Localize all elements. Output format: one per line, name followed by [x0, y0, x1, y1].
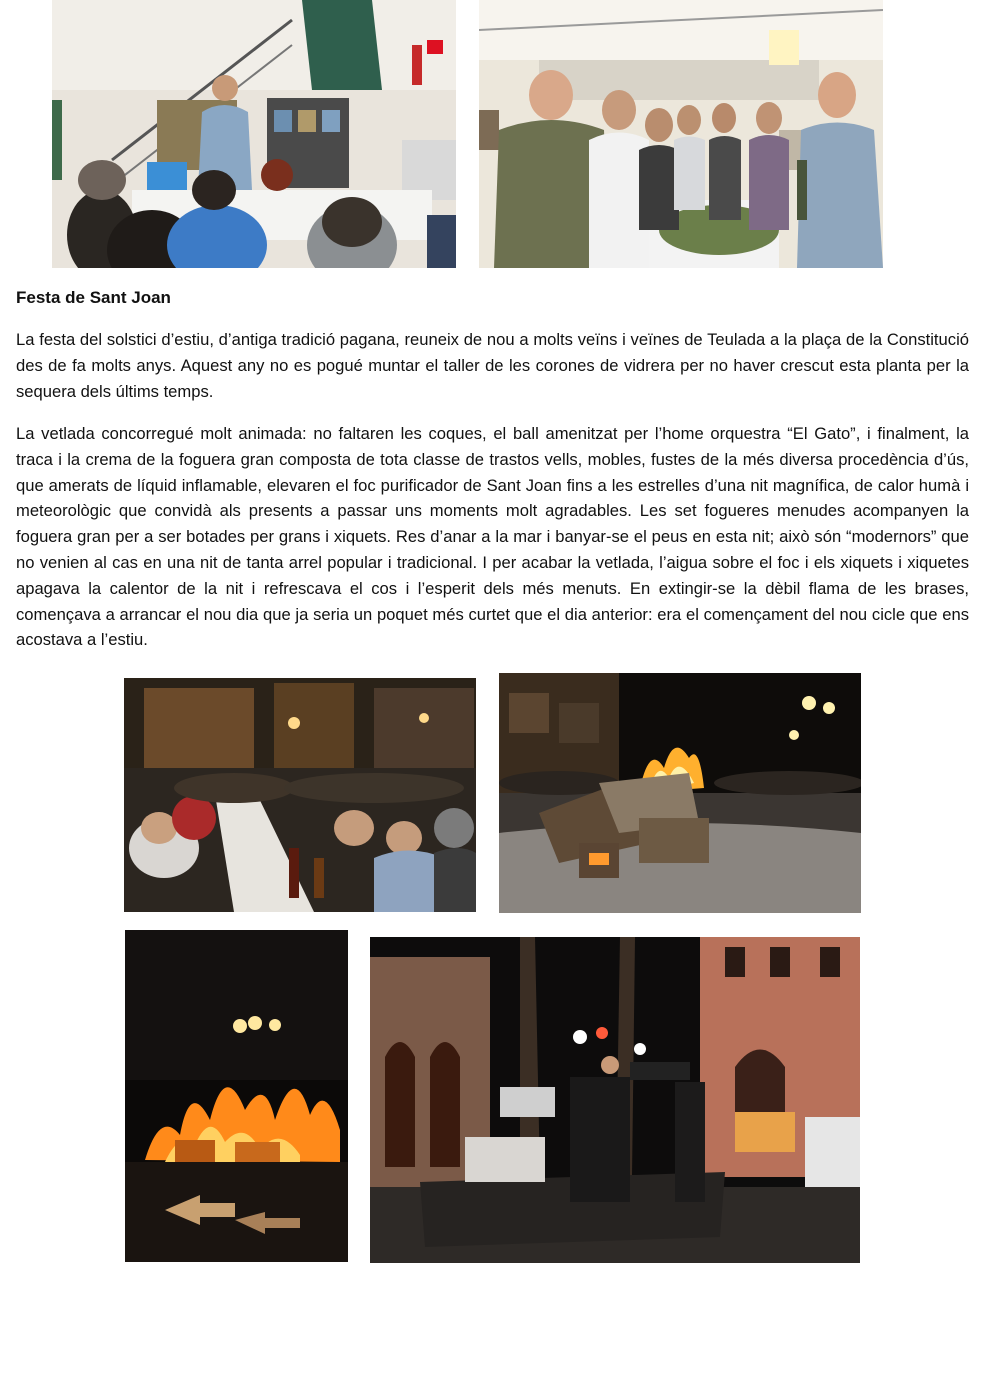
photo-music-stage — [370, 937, 860, 1263]
photo-bonfire-flames — [125, 930, 348, 1262]
article-paragraph-1: La festa del solstici d’estiu, d’antiga tradició pagana, reuneix de nou a molts veïns i veïnes de Teulada a la plaça de la Constitució des de fa molts anys. Aquest any no es pogué muntar el taller de les corones de vidrera per no haver crescut esta planta per la sequera dels últims temps. — [16, 330, 969, 401]
article-paragraph-2: La vetlada concorregué molt animada: no faltaren les coques, el ball amenitzat per l’home orquestra “El Gato”, i finalment, la traca i la crema de la foguera gran composta de tota classe de trastos vells, mobles, fustes de la més diversa procedència d’ús, que amerats de líquid inflamable, elevaren el foc purificador de Sant Joan fins a les estrelles d’una nit magnífica, de calor humà i meteorològic que convidà als presents a passar uns moments molt agradables. Les set fogueres menudes acompanyen la foguera gran per a ser botades per grans i xiquets. Res d’anar a la mar i banyar-se el peus en esta nit; això són “modernors” que no venien al cas en una nit de tanta arrel popular i tradicional. I per acabar la vetlada, l’aigua sobre el foc i els xiquets i xiquetes apagava la calentor de la nit i refrescava el cos i l’esperit dels més menuts. En extingir-se la dèbil flama de les brases, començava a arrancar el nou dia que ja seria un poquet més curtet que el dia anterior: era el començament del nou cicle que ens acostava a l’estiu. — [16, 424, 969, 650]
photo-bonfire-furniture — [499, 673, 861, 913]
photo-night-dinner — [124, 678, 476, 912]
photo-workshop-presenter — [52, 0, 456, 268]
photo-workshop-group — [479, 0, 883, 268]
article-title: Festa de Sant Joan — [16, 288, 171, 307]
